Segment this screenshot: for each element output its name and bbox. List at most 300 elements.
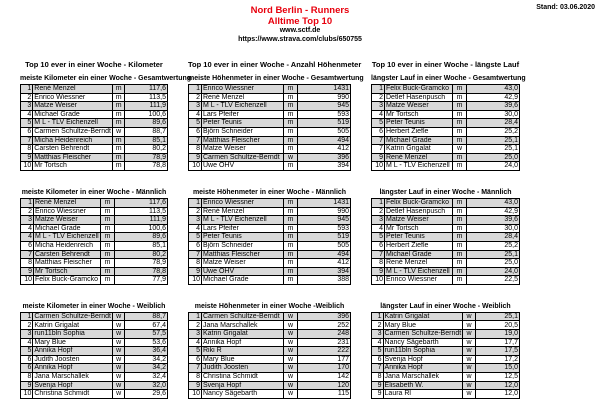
gender-cell: m bbox=[453, 127, 467, 136]
value-cell: 115 bbox=[298, 390, 351, 399]
name-cell: Matze Weiser bbox=[385, 216, 453, 225]
name-cell: Michael Grade bbox=[34, 224, 101, 233]
value-cell: 25,1 bbox=[467, 145, 520, 154]
table-row bbox=[189, 207, 351, 216]
value-cell: 30,0 bbox=[467, 224, 520, 233]
table-row bbox=[21, 85, 168, 94]
rank-cell: 9 bbox=[189, 267, 202, 276]
rank-cell: 7 bbox=[372, 136, 385, 145]
rank-cell: 6 bbox=[21, 355, 33, 364]
table-column bbox=[188, 60, 364, 417]
value-cell: 231 bbox=[298, 338, 351, 347]
value-cell: 388 bbox=[298, 276, 351, 285]
name-cell: Michael Grade bbox=[202, 276, 284, 285]
name-cell: Carmen Schultze-Berndt bbox=[34, 312, 112, 320]
value-cell: 17,7 bbox=[475, 338, 519, 347]
report-title: Nord Berlin - Runners bbox=[250, 5, 350, 16]
name-cell: Annika Hopf bbox=[33, 364, 113, 373]
table-row bbox=[21, 373, 168, 382]
gender-cell: w bbox=[284, 338, 298, 347]
site-text: www.sctf.de bbox=[279, 27, 321, 34]
value-cell: 78,8 bbox=[125, 162, 168, 171]
value-cell: 25,1 bbox=[475, 312, 519, 321]
name-cell: Enrico Wiessner bbox=[33, 93, 113, 102]
value-cell: 1431 bbox=[298, 85, 351, 94]
rank-cell: 10 bbox=[21, 276, 34, 285]
gender-cell: m bbox=[112, 93, 124, 102]
name-cell: Mr Tortsch bbox=[385, 224, 453, 233]
gender-cell: w bbox=[453, 145, 467, 154]
gender-cell: w bbox=[463, 338, 476, 347]
value-cell: 113,5 bbox=[115, 207, 168, 216]
table-row bbox=[189, 312, 351, 321]
rank-cell: 2 bbox=[372, 207, 385, 216]
gender-cell: m bbox=[453, 276, 467, 285]
name-cell: Michael Grade bbox=[385, 250, 453, 259]
gender-cell: w bbox=[463, 330, 476, 339]
name-cell: Jana Marschallek bbox=[33, 373, 113, 382]
gender-cell: m bbox=[453, 224, 467, 233]
table-row bbox=[21, 347, 168, 356]
value-cell: 117,6 bbox=[125, 85, 168, 94]
rank-cell: 5 bbox=[21, 347, 33, 356]
name-cell: René Menzel bbox=[385, 259, 453, 268]
rank-cell: 8 bbox=[372, 373, 384, 382]
value-cell: 394 bbox=[298, 267, 351, 276]
table-block bbox=[188, 189, 351, 285]
name-cell: Uwe OHV bbox=[202, 267, 284, 276]
gender-cell: m bbox=[101, 241, 115, 250]
table-row bbox=[189, 321, 351, 330]
gender-cell: m bbox=[284, 276, 298, 285]
rank-cell: 4 bbox=[21, 338, 33, 347]
gender-cell: w bbox=[284, 390, 298, 399]
table-block bbox=[371, 189, 520, 285]
name-cell: Carsten Behrendt bbox=[34, 250, 101, 259]
name-cell: Detlef Hasenpusch bbox=[385, 207, 453, 216]
value-cell: 20,5 bbox=[475, 321, 519, 330]
table-row bbox=[21, 250, 168, 259]
value-cell: 25,1 bbox=[467, 136, 520, 145]
ranking-table bbox=[20, 198, 168, 285]
name-cell: Matze Weiser bbox=[385, 102, 453, 111]
gender-cell: w bbox=[284, 381, 298, 390]
name-cell: René Menzel bbox=[34, 198, 101, 207]
name-cell: René Menzel bbox=[202, 207, 284, 216]
ranking-table bbox=[188, 84, 351, 171]
gender-cell: m bbox=[284, 224, 298, 233]
gender-cell: w bbox=[463, 321, 476, 330]
gender-cell: w bbox=[463, 347, 476, 356]
value-cell: 25,2 bbox=[467, 127, 520, 136]
value-cell: 88,7 bbox=[125, 312, 168, 321]
value-cell: 24,0 bbox=[467, 267, 520, 276]
name-cell: M L - TLV Eichenzell bbox=[202, 216, 284, 225]
name-cell: Jana Marschallek bbox=[202, 321, 284, 330]
table-row bbox=[372, 241, 520, 250]
value-cell: 57,5 bbox=[125, 330, 168, 339]
table-row bbox=[189, 102, 351, 111]
table-row bbox=[372, 102, 520, 111]
name-cell: Peter Teunis bbox=[385, 233, 453, 242]
table-row bbox=[21, 312, 168, 321]
table-row bbox=[21, 145, 168, 154]
name-cell: Matthias Fleischer bbox=[202, 136, 284, 145]
name-cell: Peter Teunis bbox=[385, 119, 453, 128]
name-cell: Matze Weiser bbox=[34, 216, 101, 225]
rank-cell: 2 bbox=[372, 93, 385, 102]
gender-cell: m bbox=[101, 250, 115, 259]
section-header: Top 10 ever in einer Woche - längste Lauf bbox=[371, 60, 520, 69]
gender-cell: m bbox=[453, 102, 467, 111]
table-row bbox=[372, 321, 520, 330]
name-cell: Jana Marschallek bbox=[383, 373, 463, 382]
rank-cell: 6 bbox=[21, 127, 33, 136]
rank-cell: 9 bbox=[372, 390, 384, 399]
value-cell: 77,9 bbox=[115, 276, 168, 285]
table-row bbox=[189, 250, 351, 259]
table-row bbox=[21, 390, 168, 399]
rank-cell: 1 bbox=[189, 198, 202, 207]
name-cell: Felix Buck-Gramcko bbox=[385, 85, 453, 94]
gender-cell: m bbox=[284, 127, 298, 136]
table-block bbox=[20, 303, 168, 399]
name-cell: Peter Teunis bbox=[202, 119, 284, 128]
gender-cell: m bbox=[453, 119, 467, 128]
value-cell: 990 bbox=[298, 93, 351, 102]
gender-cell: m bbox=[453, 153, 467, 162]
rank-cell: 2 bbox=[21, 93, 33, 102]
gender-cell: m bbox=[284, 259, 298, 268]
table-row bbox=[372, 136, 520, 145]
name-cell: Christina Schmidt bbox=[33, 390, 113, 399]
rank-cell: 7 bbox=[372, 250, 385, 259]
value-cell: 519 bbox=[298, 119, 351, 128]
rank-cell: 3 bbox=[21, 102, 33, 111]
value-cell: 29,6 bbox=[125, 390, 168, 399]
rank-cell: 4 bbox=[21, 110, 33, 119]
value-cell: 53,6 bbox=[125, 338, 168, 347]
name-cell: M L - TLV Eichenzell bbox=[385, 162, 453, 171]
gender-cell: w bbox=[284, 347, 298, 356]
gender-cell: m bbox=[453, 136, 467, 145]
table-row bbox=[21, 276, 168, 285]
table-row bbox=[372, 373, 520, 382]
name-cell: Matthias Fleischer bbox=[202, 250, 284, 259]
table-row bbox=[189, 267, 351, 276]
name-cell: Matze Weiser bbox=[33, 102, 113, 111]
name-cell: Micha Heidenreich bbox=[34, 241, 101, 250]
value-cell: 88,7 bbox=[125, 127, 168, 136]
rank-cell: 3 bbox=[21, 216, 34, 225]
name-cell: M L - TLV Eichenzell bbox=[202, 102, 284, 111]
gender-cell: w bbox=[284, 153, 298, 162]
gender-cell: m bbox=[453, 207, 467, 216]
table-row bbox=[372, 347, 520, 356]
rank-cell: 3 bbox=[372, 330, 384, 339]
rank-cell: 10 bbox=[372, 276, 385, 285]
gender-cell: w bbox=[113, 364, 125, 373]
name-cell: Svenja Hopf bbox=[33, 381, 113, 390]
rank-cell: 7 bbox=[189, 364, 202, 373]
rank-cell: 5 bbox=[189, 119, 202, 128]
gender-cell: w bbox=[284, 364, 298, 373]
name-cell: M L - TLV Eichenzell bbox=[385, 267, 453, 276]
table-row bbox=[372, 312, 520, 321]
rank-cell: 1 bbox=[21, 312, 33, 321]
value-cell: 78,9 bbox=[125, 153, 168, 162]
gender-cell: w bbox=[113, 330, 125, 339]
table-row bbox=[372, 259, 520, 268]
table-row bbox=[189, 216, 351, 225]
value-cell: 113,5 bbox=[125, 93, 168, 102]
rank-cell: 9 bbox=[21, 267, 34, 276]
name-cell: Mr Tortsch bbox=[33, 162, 113, 171]
name-cell: Michael Grade bbox=[33, 110, 113, 119]
rank-cell: 2 bbox=[21, 207, 34, 216]
gender-cell: m bbox=[112, 85, 124, 94]
table-row bbox=[372, 216, 520, 225]
gender-cell: m bbox=[284, 85, 298, 94]
rank-cell: 8 bbox=[189, 145, 202, 154]
gender-cell: m bbox=[453, 198, 467, 207]
gender-cell: m bbox=[284, 93, 298, 102]
value-cell: 32,0 bbox=[125, 381, 168, 390]
table-title: längster Lauf in einer Woche - Männlich bbox=[379, 188, 512, 196]
name-cell: Felix Buck-Gramcko bbox=[385, 198, 453, 207]
gender-cell: m bbox=[112, 153, 124, 162]
gender-cell: w bbox=[113, 381, 125, 390]
rank-cell: 1 bbox=[372, 85, 385, 94]
name-cell: Uwe OHV bbox=[202, 162, 284, 171]
gender-cell: w bbox=[113, 390, 125, 399]
value-cell: 12,5 bbox=[475, 373, 519, 382]
table-block bbox=[188, 303, 351, 399]
gender-cell: m bbox=[453, 267, 467, 276]
gender-cell: w bbox=[463, 373, 476, 382]
rank-cell: 1 bbox=[372, 312, 384, 321]
table-row bbox=[21, 355, 168, 364]
name-cell: Herbert Ziefle bbox=[385, 127, 453, 136]
strava-club-url: https://www.strava.com/clubs/650755 bbox=[238, 35, 362, 43]
gender-cell: m bbox=[112, 110, 124, 119]
value-cell: 412 bbox=[298, 145, 351, 154]
value-cell: 42,9 bbox=[467, 207, 520, 216]
gender-cell: w bbox=[284, 312, 298, 321]
value-cell: 15,0 bbox=[475, 364, 519, 373]
gender-cell: m bbox=[453, 85, 467, 94]
name-cell: René Menzel bbox=[33, 85, 113, 94]
table-row bbox=[189, 162, 351, 171]
gender-cell: m bbox=[284, 216, 298, 225]
name-cell: Annika Hopf bbox=[202, 338, 284, 347]
name-cell: Carmen Schultze-Berndt bbox=[202, 312, 284, 321]
name-cell: Enrico Wiessner bbox=[202, 198, 284, 207]
ranking-table bbox=[371, 312, 520, 399]
rank-cell: 2 bbox=[189, 321, 202, 330]
rank-cell: 6 bbox=[372, 241, 385, 250]
table-row bbox=[21, 241, 168, 250]
name-cell: Elisabeth W. bbox=[383, 381, 463, 390]
gender-cell: m bbox=[453, 216, 467, 225]
name-cell: Carmen Schultze-Berndt bbox=[34, 128, 111, 136]
rank-cell: 8 bbox=[372, 259, 385, 268]
name-cell: Mr Tortsch bbox=[385, 110, 453, 119]
rank-cell: 5 bbox=[372, 347, 384, 356]
value-cell: 43,0 bbox=[467, 85, 520, 94]
rank-cell: 6 bbox=[189, 241, 202, 250]
table-row bbox=[372, 85, 520, 94]
table-row bbox=[21, 93, 168, 102]
name-cell: Carmen Schultze-Berndt bbox=[384, 330, 462, 338]
value-cell: 177 bbox=[298, 355, 351, 364]
table-row bbox=[189, 381, 351, 390]
rank-cell: 8 bbox=[21, 259, 34, 268]
name-cell: Riki R bbox=[202, 347, 284, 356]
rank-cell: 10 bbox=[21, 390, 33, 399]
table-row bbox=[21, 153, 168, 162]
rank-cell: 6 bbox=[189, 127, 202, 136]
value-cell: 505 bbox=[298, 127, 351, 136]
ranking-table bbox=[371, 198, 520, 285]
value-cell: 17,5 bbox=[475, 347, 519, 356]
table-row bbox=[189, 241, 351, 250]
value-cell: 945 bbox=[298, 102, 351, 111]
value-cell: 100,6 bbox=[125, 110, 168, 119]
rank-cell: 3 bbox=[189, 216, 202, 225]
value-cell: 28,4 bbox=[467, 233, 520, 242]
rank-cell: 1 bbox=[189, 312, 202, 321]
value-cell: 85,1 bbox=[115, 241, 168, 250]
table-row bbox=[189, 85, 351, 94]
gender-cell: m bbox=[101, 276, 115, 285]
rank-cell: 10 bbox=[189, 162, 202, 171]
rank-cell: 7 bbox=[372, 145, 385, 154]
name-cell: Enrico Wiessner bbox=[202, 85, 284, 94]
value-cell: 85,1 bbox=[125, 136, 168, 145]
gender-cell: m bbox=[453, 93, 467, 102]
value-cell: 32,4 bbox=[125, 373, 168, 382]
gender-cell: m bbox=[284, 119, 298, 128]
value-cell: 34,2 bbox=[125, 364, 168, 373]
gender-cell: m bbox=[112, 102, 124, 111]
table-row bbox=[372, 250, 520, 259]
value-cell: 248 bbox=[298, 330, 351, 339]
rank-cell: 8 bbox=[189, 373, 202, 382]
value-cell: 593 bbox=[298, 224, 351, 233]
table-title: längster Lauf in einer Woche - Weiblich bbox=[380, 302, 511, 310]
gender-cell: m bbox=[101, 198, 115, 207]
rank-cell: 4 bbox=[189, 338, 202, 347]
table-block bbox=[371, 75, 526, 171]
name-cell: Felix Buck-Gramcko bbox=[34, 276, 101, 285]
gender-cell: w bbox=[463, 355, 476, 364]
name-cell: Annika Hopf bbox=[33, 347, 113, 356]
rank-cell: 5 bbox=[372, 233, 385, 242]
value-cell: 494 bbox=[298, 136, 351, 145]
table-row bbox=[372, 153, 520, 162]
table-block bbox=[20, 75, 192, 171]
gender-cell: m bbox=[101, 233, 115, 242]
name-cell: Svenja Hopf bbox=[202, 381, 284, 390]
gender-cell: m bbox=[284, 241, 298, 250]
rank-cell: 1 bbox=[372, 198, 385, 207]
gender-cell: m bbox=[453, 162, 467, 171]
name-cell: Katrin Grigalat bbox=[383, 312, 463, 321]
tables-grid bbox=[0, 44, 600, 417]
value-cell: 945 bbox=[298, 216, 351, 225]
gender-cell: w bbox=[463, 312, 476, 321]
table-title: meiste Kilometer in einer Woche - Weiblich bbox=[22, 302, 166, 310]
table-row bbox=[189, 276, 351, 285]
name-cell: Svenja Hopf bbox=[383, 355, 463, 364]
gender-cell: m bbox=[284, 110, 298, 119]
value-cell: 39,6 bbox=[467, 102, 520, 111]
name-cell: Lars Pfeifer bbox=[202, 110, 284, 119]
name-cell: Nancy Sägebarth bbox=[202, 390, 284, 399]
value-cell: 1431 bbox=[298, 198, 351, 207]
gender-cell: m bbox=[101, 267, 115, 276]
rank-cell: 10 bbox=[372, 162, 385, 171]
table-row bbox=[189, 127, 351, 136]
table-row bbox=[21, 119, 168, 128]
table-row bbox=[372, 276, 520, 285]
rank-cell: 1 bbox=[189, 85, 202, 94]
gender-cell: w bbox=[113, 321, 125, 330]
gender-cell: m bbox=[101, 207, 115, 216]
rank-cell: 9 bbox=[189, 153, 202, 162]
name-cell: Matthias Fleischer bbox=[34, 259, 101, 268]
gender-cell: m bbox=[101, 216, 115, 225]
table-row bbox=[372, 207, 520, 216]
value-cell: 25,1 bbox=[467, 250, 520, 259]
gender-cell: m bbox=[284, 136, 298, 145]
value-cell: 394 bbox=[298, 162, 351, 171]
rank-cell: 6 bbox=[372, 127, 385, 136]
name-cell: Enrico Wiessner bbox=[34, 207, 101, 216]
rank-cell: 3 bbox=[372, 216, 385, 225]
gender-cell: m bbox=[453, 259, 467, 268]
rank-cell: 3 bbox=[21, 330, 33, 339]
gender-cell: m bbox=[112, 119, 124, 128]
table-row bbox=[189, 338, 351, 347]
table-block bbox=[188, 75, 364, 171]
table-row bbox=[21, 233, 168, 242]
rank-cell: 10 bbox=[189, 276, 202, 285]
table-row bbox=[189, 153, 351, 162]
table-row bbox=[21, 102, 168, 111]
table-row bbox=[21, 267, 168, 276]
name-cell: Enrico Wiessner bbox=[385, 276, 453, 285]
name-cell: Matthias Fleischer bbox=[33, 153, 113, 162]
value-cell: 25,2 bbox=[467, 241, 520, 250]
table-column bbox=[20, 60, 192, 417]
gender-cell: w bbox=[113, 312, 125, 321]
value-cell: 222 bbox=[298, 347, 351, 356]
table-row bbox=[21, 162, 168, 171]
gender-cell: m bbox=[453, 233, 467, 242]
value-cell: 111,9 bbox=[115, 216, 168, 225]
table-row bbox=[189, 355, 351, 364]
value-cell: 412 bbox=[298, 259, 351, 268]
value-cell: 22,5 bbox=[467, 276, 520, 285]
gender-cell: m bbox=[112, 136, 124, 145]
table-row bbox=[189, 136, 351, 145]
gender-cell: w bbox=[284, 321, 298, 330]
name-cell: Carmen Schultze-Berndt bbox=[202, 153, 284, 162]
rank-cell: 4 bbox=[372, 338, 384, 347]
name-cell: Mary Blue bbox=[383, 321, 463, 330]
